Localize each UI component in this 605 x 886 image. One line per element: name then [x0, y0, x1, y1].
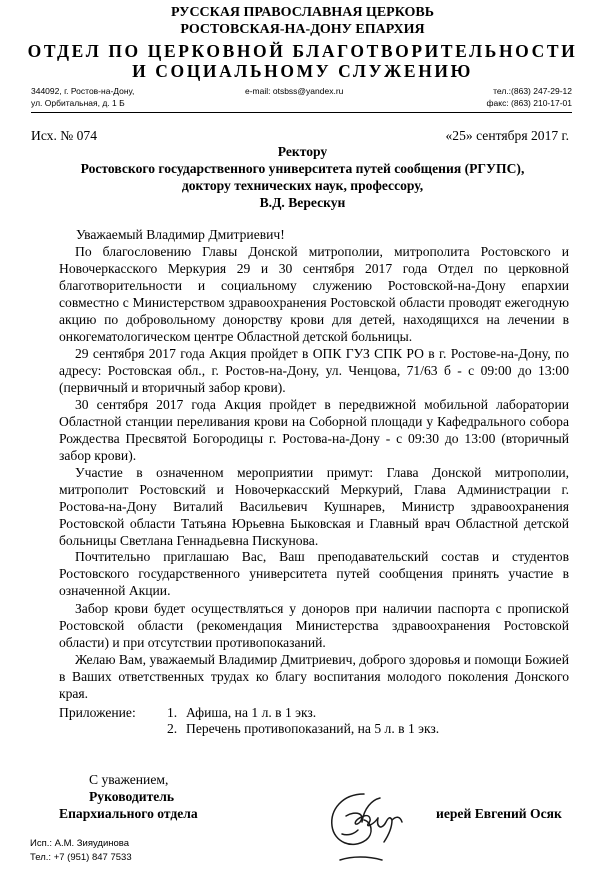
- attachment-item: Перечень противопоказаний, на 5 л. в 1 экз.: [186, 721, 440, 736]
- paragraph-sept-29: 29 сентября 2017 года Акция пройдет в ОПК ГУЗ СПК РО в г. Ростове-на-Дону, по адресу: Ростовская обл., г. Ростов-на-Дону, ул. Ченцова, 71/63 б - с 09:00 до 13:00 (первичный и вторичный забор крови).: [59, 346, 569, 396]
- church-name: РУССКАЯ ПРАВОСЛАВНАЯ ЦЕРКОВЬ: [170, 5, 435, 20]
- department-title-line2: И СОЦИАЛЬНОМУ СЛУЖЕНИЮ: [132, 61, 473, 81]
- outgoing-number: Исх. № 074: [31, 128, 98, 143]
- signer-title: Руководитель: [89, 789, 175, 804]
- addressee-title: Ректору: [277, 144, 328, 159]
- fax: факс: (863) 210-17-01: [486, 98, 572, 108]
- signer-name: иерей Евгений Осяк: [436, 806, 562, 821]
- closing-regards: С уважением,: [89, 772, 169, 787]
- signer-department: Епархиального отдела: [59, 806, 198, 821]
- attachment-item-number: 1.: [167, 705, 178, 720]
- phone: тел.:(863) 247-29-12: [493, 86, 572, 96]
- paragraph-participants: Участие в означенном мероприятии примут: Глава Донской митрополии, митрополит Ростовский и Новочеркасский Меркурий, Глава Администрации г. Ростова-на-Дону Виталий Васильевич Кушнарев, Министр здравоохранения Ростовской области Татьяна Юрьевна Быковская и Главный врач Областной детской больницы Светлана Геннадьевна Пискунова.: [59, 465, 569, 549]
- diocese-name: РОСТОВСКАЯ-НА-ДОНУ ЕПАРХИЯ: [180, 22, 425, 37]
- addressee-degree: доктору технических наук, профессору,: [181, 178, 424, 193]
- paragraph-requirements: Забор крови будет осуществляться у доноров при наличии паспорта с пропиской Ростовской области (рекомендация Министерства здравоохранения Ростовской области) и при отсутствии противопоказаний.: [59, 601, 569, 651]
- addressee-name: В.Д. Верескун: [259, 195, 346, 210]
- header-divider: [31, 112, 572, 113]
- attachment-item-number: 2.: [167, 721, 178, 736]
- attachment-item: Афиша, на 1 л. в 1 экз.: [186, 705, 317, 720]
- paragraph-sept-30: 30 сентября 2017 года Акция пройдет в передвижной мобильной лаборатории Областной станции переливания крови на Соборной площади у Кафедрального собора Рождества Пресвятой Богородицы г. Ростова-на-Дону - с 09:30 до 13:00 (вторичный забор крови).: [59, 397, 569, 464]
- greeting: Уважаемый Владимир Дмитриевич!: [76, 227, 285, 242]
- letter-date: «25» сентября 2017 г.: [445, 128, 569, 143]
- paragraph-invitation: Почтительно приглашаю Вас, Ваш преподавательский состав и студентов Ростовского государственного университета путей сообщения принять участие в означенной Акции.: [59, 549, 569, 599]
- email: e-mail: otsbss@yandex.ru: [245, 86, 344, 96]
- address-line2: ул. Орбитальная, д. 1 Б: [31, 98, 125, 108]
- addressee-university: Ростовского государственного университета путей сообщения (РГУПС),: [80, 161, 525, 176]
- paragraph-blessing: По благословению Главы Донской митрополии, митрополита Ростовского и Новочеркасского Меркурия 29 и 30 сентября 2017 года Отдел по церковной благотворительности и социальному служению Ростовской-на-Дону епархии совместно с Министерством здравоохранения Ростовской области проводят ежегодную акцию по добровольному донорству крови для детей, находящихся на лечении в онкогематологическом центре Областной детской больницы.: [59, 244, 569, 345]
- executor-phone: Тел.: +7 (951) 847 7533: [30, 852, 132, 863]
- address-line1: 344092, г. Ростов-на-Дону,: [31, 86, 135, 96]
- handwritten-signature: [312, 770, 422, 880]
- attachment-label: Приложение:: [59, 705, 136, 720]
- department-title-line1: ОТДЕЛ ПО ЦЕРКОВНОЙ БЛАГОТВОРИТЕЛЬНОСТИ: [27, 41, 578, 61]
- paragraph-wishes: Желаю Вам, уважаемый Владимир Дмитриевич, доброго здоровья и помощи Божией в Ваших ответственных трудах ко благу воспитания молодого поколения Донского края.: [59, 652, 569, 702]
- executor: Исп.: А.М. Зияудинова: [30, 838, 130, 849]
